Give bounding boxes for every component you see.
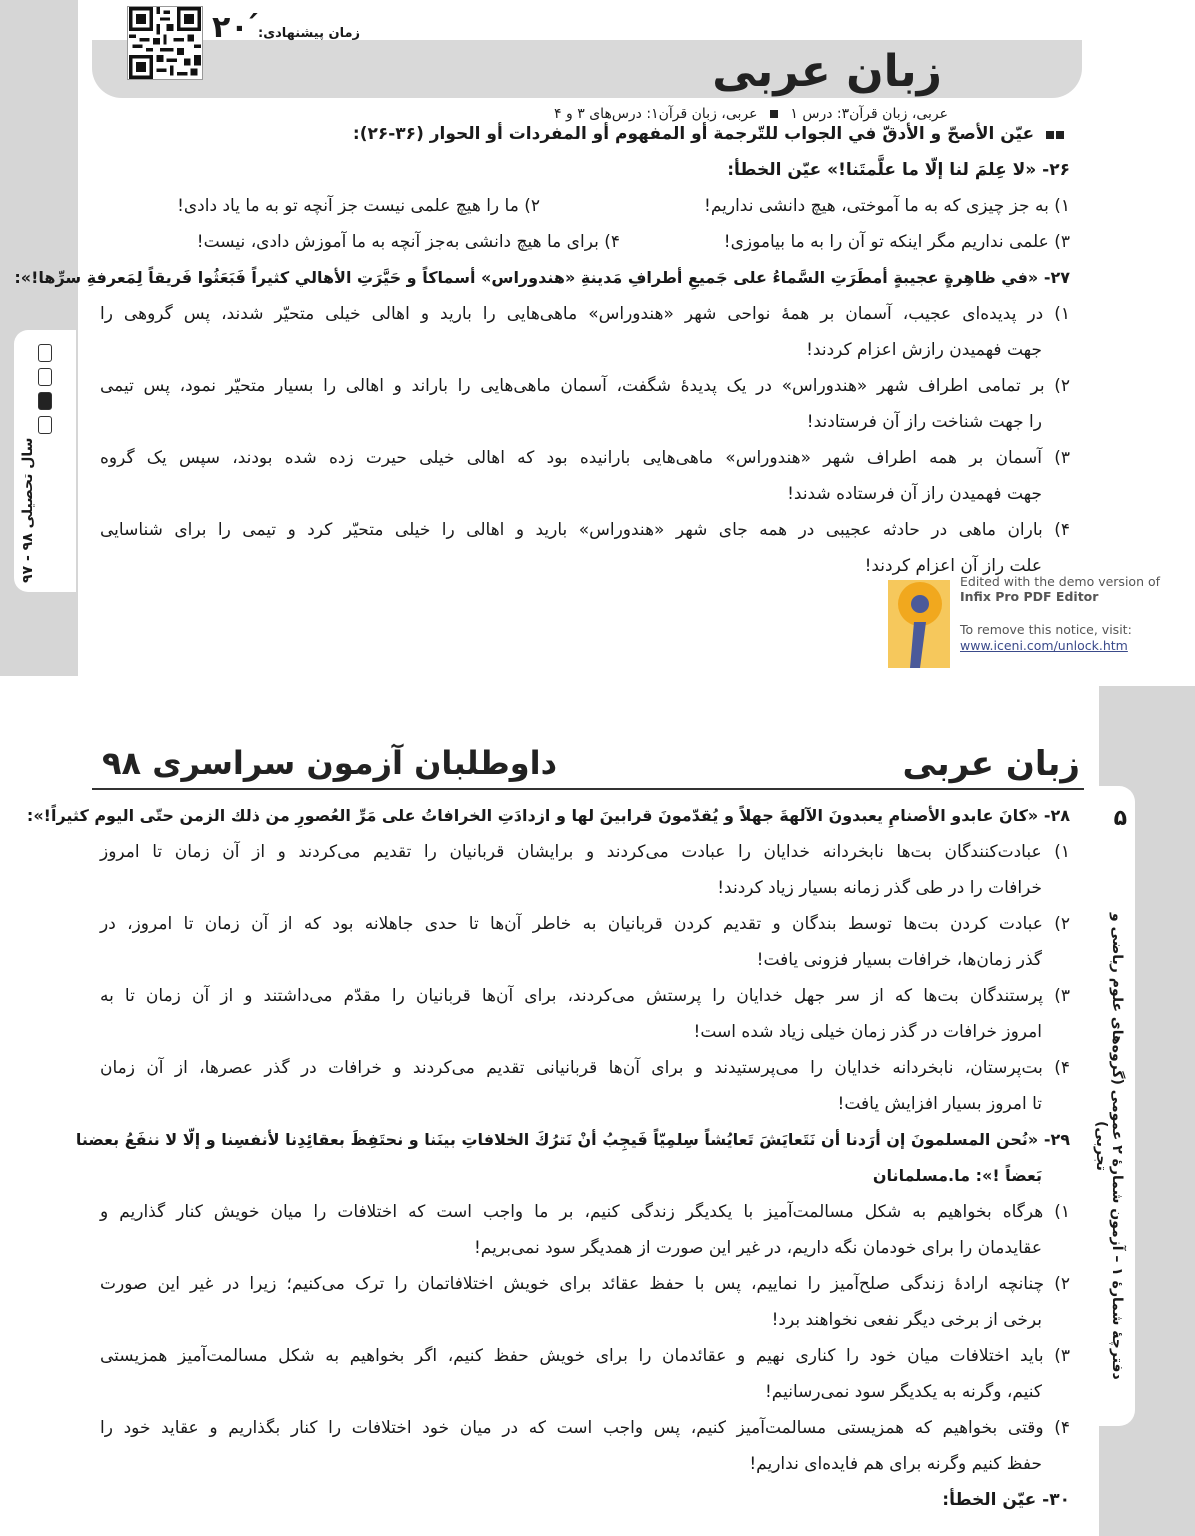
lesson-ref-1: عربی، زبان قرآن۳: درس ۱: [790, 106, 948, 122]
watermark-line: Infix Pro PDF Editor: [960, 589, 1099, 604]
answer-option[interactable]: ۱) به جز چیزی که به ما آموختی، هیچ دانشی نداریم!: [704, 196, 1070, 216]
square-bullet-icon: [1046, 131, 1054, 139]
qr-code-icon[interactable]: [127, 6, 203, 80]
question-26-options-row-1: [100, 188, 1070, 224]
option-line: عقایدمان را برای خودمان نگه داریم، در غیر این صورت از همدیگر سود نمی‌بریم!: [473, 1238, 1042, 1258]
suggested-time-value: ۲۰ ́: [212, 10, 260, 45]
answer-option[interactable]: [100, 1266, 1070, 1338]
academic-year-label: سال تحصیلی ۹۸ - ۹۷: [20, 437, 36, 583]
option-line: علت راز آن اعزام کردند!: [864, 556, 1042, 576]
option-line: کنیم، وگرنه به یکدیگر سود نمی‌رسانیم!: [764, 1382, 1042, 1402]
option-line: جهت فهمیدن راز آن فرستاده شدند!: [787, 484, 1042, 504]
question-29-stem-cont: بَعضاً !»: ما.مسلمانان: [872, 1166, 1042, 1185]
square-bullet-icon: [1056, 131, 1064, 139]
option-line: ۱) عبادت‌کنندگان بت‌ها نابخردانه خدایان را عبادت می‌کردند و برایشان قربانیان را تقدیم می‌کردند و از آن زمان تا امروز: [100, 842, 1070, 862]
answer-option[interactable]: [100, 1050, 1070, 1122]
answer-option[interactable]: [100, 1194, 1070, 1266]
progress-boxes: [38, 344, 52, 440]
question-26-stem: ۲۶- «لا عِلمَ لنا إلّا ما علَّمتَنا!» عیّن الخطأ:: [727, 160, 1070, 180]
watermark-line: Edited with the demo version of: [960, 574, 1161, 589]
option-line: را جهت شناخت راز آن فرستادند!: [806, 412, 1042, 432]
suggested-time-label: زمان پیشنهادی:: [258, 26, 361, 41]
option-line: ۴) باران ماهی در حادثه عجیبی در همه جای شهر «هندوراس» بارید و اهالی را خیلی متحیّر کرد و تیمی را برای شناسایی: [100, 520, 1070, 540]
exam-page-1: [0, 0, 1195, 676]
watermark-text: [960, 622, 1132, 654]
option-line: ۲) بر تمامی اطراف شهر «هندوراس» در یک پدیدهٔ شگفت، آسمان ماهی‌هایی را باراند و اهالی را بسیار متحیّر نمود، پس تیمی: [100, 376, 1070, 396]
question-26-options-row-2: [100, 224, 1070, 260]
option-line: ۲) عبادت کردن بت‌ها توسط بندگان و تقدیم کردن قربانیان به خاطر آن‌ها تا حدی جاهلانه بود که از آن زمان تا امروز، در: [100, 914, 1070, 934]
option-line: تا امروز بسیار افزایش یافت!: [837, 1094, 1042, 1114]
question-30-stem: ۳۰- عیّن الخطأ:: [942, 1490, 1070, 1510]
option-line: ۳) پرستندگان بت‌ها که از سر جهل خدایان را پرستش می‌کردند، برای آن‌ها قربانیان را مقدّم می‌داشتند و از آن زمان تا به: [100, 986, 1070, 1006]
option-line: ۴) وقتی بخواهیم که همزیستی مسالمت‌آمیز کنیم، پس واجب است که در میان خود اختلافات را کنار بگذاریم و عقاید خود را: [100, 1418, 1070, 1438]
option-line: ۱) در پدیده‌ای عجیب، آسمان بر همهٔ نواحی شهر «هندوراس» ماهی‌هایی را بارید و اهالی خیلی متحیّر شدند، پس گروهی را: [100, 304, 1070, 324]
exam-page-2: [0, 686, 1195, 1536]
answer-option[interactable]: [100, 296, 1070, 368]
question-27-stem: ۲۷- «في ظاهِرةٍ عجیبةٍ أمطَرَتِ السَّماءُ علی جَمیعِ أطرافِ مَدینةِ «هندوراس» أسماکاً و حَیَّرَتِ الأهالي کثیراً فَبَعَثُوا فَریقاً لِمَعرفةِ سرِّها!»:: [14, 268, 1070, 287]
progress-box: [38, 344, 52, 362]
subject-title: زبان عربی: [712, 46, 942, 97]
page-separator: [0, 676, 1195, 686]
progress-box-filled: [38, 392, 52, 410]
answer-option[interactable]: ۳) علمی نداریم مگر اینکه تو آن را به ما بیاموزی!: [723, 232, 1070, 252]
option-line: حفظ کنیم وگرنه برای هم فایده‌ای نداریم!: [749, 1454, 1042, 1474]
answer-option[interactable]: [100, 834, 1070, 906]
answer-option[interactable]: [100, 978, 1070, 1050]
answer-option[interactable]: ۲) ما را هیچ علمی نیست جز آنچه تو به ما یاد دادی!: [177, 196, 540, 216]
instruction-text: عیّن الأصحّ و الأدقّ في الجواب للتّرجمة أو المفهوم أو المفردات أو الحوار (۳۶-۲۶):: [352, 124, 1035, 144]
option-line: ۲) چنانچه ارادهٔ زندگی صلح‌آمیز را نماییم، پس با حفظ عقائد برای خویش اختلافاتمان را ترک می‌کنیم؛ زیرا در غیر این صورت: [100, 1274, 1070, 1294]
page-header: [92, 740, 1084, 790]
question-29-stem: ۲۹- «نُحن المسلمونَ إن أرَدنا أن نَتَعایَشَ تَعایُشاً سِلمِیّاً فَیجِبُ أنْ نَترُكَ الخلافاتِ بینَنا و نحتَفِظَ بعقائِدِنا لأنفسِنا و إلّا لا ننفَعُ بعضنا: [75, 1130, 1070, 1149]
lesson-ref-2: عربی، زبان قرآن۱: درس‌های ۳ و ۴: [554, 106, 758, 122]
option-line: برخی از برخی دیگر نفعی نخواهند برد!: [771, 1310, 1042, 1330]
question-28-stem: ۲۸- «کانَ عابدو الأصنامِ یعبدونَ الآلهةَ جهلاً و یُقدّمونَ قرابینَ لها و ازدادَتِ الخرافاتُ علی مَرِّ العُصورِ من ذلك الزمن حتّی الیوم کثیراً!»:: [26, 806, 1070, 825]
answer-option[interactable]: [100, 440, 1070, 512]
page-number: ۵: [1113, 806, 1127, 831]
iceni-logo-icon: [884, 572, 954, 672]
option-line: ۳) باید اختلافات میان خود را کناری نهیم و عقائدمان را برای خویش حفظ کنیم، اگر بخواهیم به شکل مسالمت‌آمیز همزیستی: [100, 1346, 1070, 1366]
watermark-link[interactable]: www.iceni.com/unlock.htm: [960, 638, 1128, 653]
answer-option[interactable]: [100, 1410, 1070, 1482]
option-line: گذر زمان‌ها، خرافات بسیار فزونی یافت!: [756, 950, 1042, 970]
option-line: ۳) آسمان بر همه اطراف شهر «هندوراس» ماهی‌هایی بارانیده بود که اهالی خیلی حیرت زده شده بودند، سپس یک گروه: [100, 448, 1070, 468]
exam-title: داوطلبان آزمون سراسری ۹۸: [102, 744, 557, 782]
option-line: امروز خرافات در گذر زمان خیلی زیاد شده است!: [693, 1022, 1042, 1042]
option-line: خرافات را در طی گذر زمانه بسیار زیاد کردند!: [717, 878, 1042, 898]
option-line: ۱) هرگاه بخواهیم به شکل مسالمت‌آمیز با یکدیگر زندگی کنیم، بر ما واجب است که اختلافات را میان خویش کنار گذاریم و: [100, 1202, 1070, 1222]
watermark-text: [960, 574, 1160, 604]
answer-option[interactable]: [100, 906, 1070, 978]
watermark-notice: [884, 566, 1174, 676]
subject-title: زبان عربی: [902, 744, 1080, 784]
progress-box: [38, 368, 52, 386]
instruction-line: [100, 116, 1070, 152]
booklet-label: دفترچهٔ شمارهٔ ۱ – آزمون شمارهٔ ۲ عمومی (گروه‌های علوم ریاضی و تجربی): [1093, 912, 1125, 1380]
questions-block-2: [26, 798, 1070, 1518]
section-header: [92, 40, 1082, 122]
option-line: جهت فهمیدن رازش اعزام کردند!: [806, 340, 1042, 360]
option-line: ۴) بت‌پرستان، نابخردانه خدایان را می‌پرستیدند و برای آن‌ها قربانیانی تقدیم می‌کردند و خرافات در گذر عصرها، از آن زمان: [100, 1058, 1070, 1078]
answer-option[interactable]: ۴) برای ما هیچ دانشی به‌جز آنچه به ما آموزش دادی، نیست!: [196, 232, 620, 252]
answer-option[interactable]: [100, 368, 1070, 440]
watermark-line: To remove this notice, visit:: [960, 622, 1132, 637]
answer-option[interactable]: [100, 1338, 1070, 1410]
